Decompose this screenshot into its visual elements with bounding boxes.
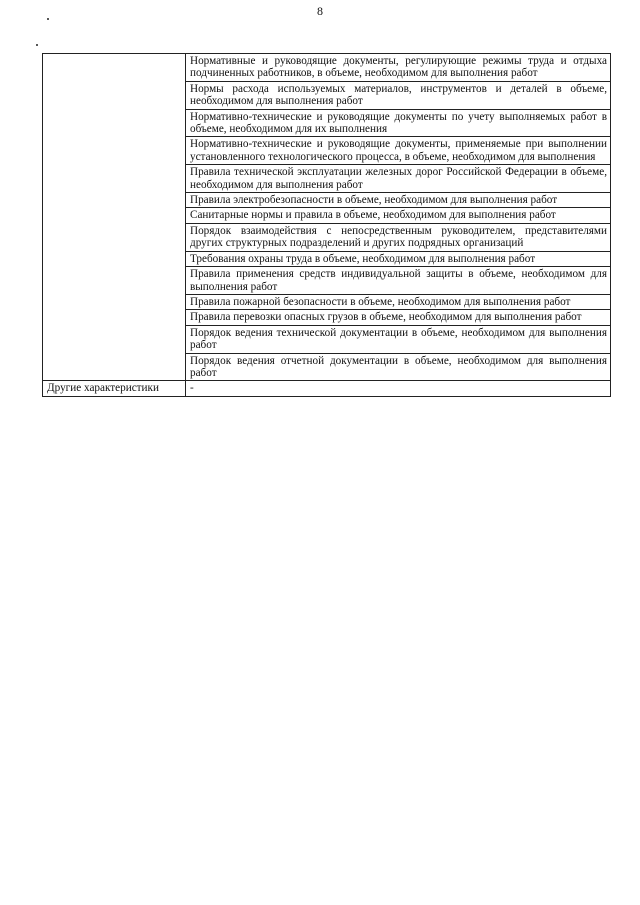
knowledge-label-cell [43, 54, 186, 381]
knowledge-item: Правила электробезопасности в объеме, необходимом для выполнения работ [186, 193, 611, 208]
knowledge-item: Санитарные нормы и правила в объеме, необходимом для выполнения работ [186, 208, 611, 223]
other-characteristics-label: Другие характеристики [43, 381, 186, 396]
other-characteristics-value: - [186, 381, 611, 396]
knowledge-item: Нормативно-технические и руководящие документы по учету выполняемых работ в объеме, необходимом для их выполнения [186, 109, 611, 137]
scan-artifact [36, 44, 38, 46]
knowledge-item: Нормативно-технические и руководящие документы, применяемые при выполнении установленного технологического процесса, в объеме, необходимом для выполнения [186, 137, 611, 165]
scan-artifact [47, 18, 49, 20]
table-row [43, 54, 611, 82]
knowledge-item: Правила технической эксплуатации железных дорог Российской Федерации в объеме, необходимом для выполнения работ [186, 165, 611, 193]
page-number: 8 [317, 4, 323, 18]
knowledge-item: Правила перевозки опасных грузов в объеме, необходимом для выполнения работ [186, 310, 611, 325]
knowledge-item: Требования охраны труда в объеме, необходимом для выполнения работ [186, 251, 611, 266]
knowledge-item: Нормы расхода используемых материалов, инструментов и деталей в объеме, необходимом для выполнения работ [186, 81, 611, 109]
knowledge-item: Правила пожарной безопасности в объеме, необходимом для выполнения работ [186, 294, 611, 309]
knowledge-item: Порядок ведения технической документации в объеме, необходимом для выполнения работ [186, 325, 611, 353]
knowledge-item: Порядок взаимодействия с непосредственным руководителем, представителями других структурных подразделений и других подрядных организаций [186, 223, 611, 251]
knowledge-item: Правила применения средств индивидуальной защиты в объеме, необходимом для выполнения работ [186, 267, 611, 295]
knowledge-item: Нормативные и руководящие документы, регулирующие режимы труда и отдыха подчиненных работников, в объеме, необходимом для выполнения работ [186, 54, 611, 82]
knowledge-item: Порядок ведения отчетной документации в объеме, необходимом для выполнения работ [186, 353, 611, 381]
table-row [43, 381, 611, 396]
requirements-table [42, 53, 611, 397]
